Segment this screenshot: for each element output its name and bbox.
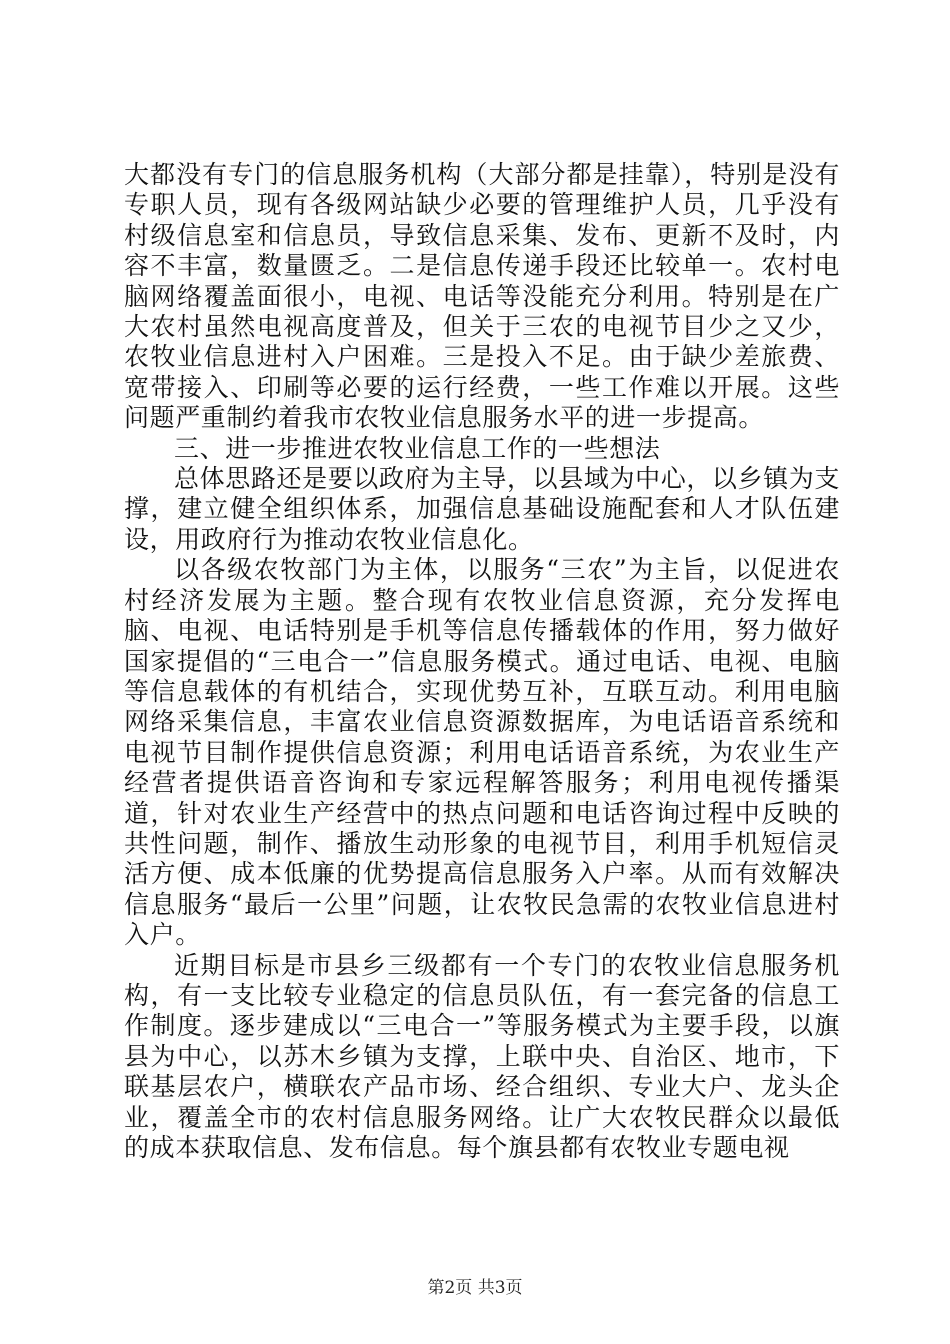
paragraph-continuation: 大都没有专门的信息服务机构（大部分都是挂靠），特别是没有专职人员，现有各级网站缺少必要的管理维护人员，几乎没有村级信息室和信息员，导致信息采集、发布、更新不及时，内容不丰富，数量匮乏。二是信息传递手段还比较单一。农村电脑网络覆盖面很小，电视、电话等没能充分利用。特别是在广大农村虽然电视高度普及，但关于三农的电视节目少之又少，农牧业信息进村入户困难。三是投入不足。由于缺少差旅费、宽带接入、印刷等必要的运行经费，一些工作难以开展。这些问题严重制约着我市农牧业信息服务水平的进一步提高。: [124, 160, 840, 433]
paragraph-near-term-goals: 近期目标是市县乡三级都有一个专门的农牧业信息服务机构，有一支比较专业稳定的信息员队伍，有一套完备的信息工作制度。逐步建成以“三电合一”等服务模式为主要手段，以旗县为中心，以苏木乡镇为支撑，上联中央、自治区、地市，下联基层农户，横联农产品市场、经合组织、专业大户、龙头企业，覆盖全市的农村信息服务网络。让广大农牧民群众以最低的成本获取信息、发布信息。每个旗县都有农牧业专题电视: [124, 950, 840, 1162]
document-body: [124, 160, 840, 1163]
paragraph-overall-approach: 总体思路还是要以政府为主导，以县域为中心，以乡镇为支撑，建立健全组织体系，加强信息基础设施配套和人才队伍建设，用政府行为推动农牧业信息化。: [124, 464, 840, 554]
section-heading: 三、进一步推进农牧业信息工作的一些想法: [174, 433, 661, 463]
paragraph-service-model: 以各级农牧部门为主体，以服务“三农”为主旨，以促进农村经济发展为主题。整合现有农牧业信息资源，充分发挥电脑、电视、电话特别是手机等信息传播载体的作用，努力做好国家提倡的“三电合一”信息服务模式。通过电话、电视、电脑等信息载体的有机结合，实现优势互补，互联互动。利用电脑网络采集信息，丰富农业信息资源数据库，为电话语音系统和电视节目制作提供信息资源；利用电话语音系统，为农业生产经营者提供语音咨询和专家远程解答服务；利用电视传播渠道，针对农业生产经营中的热点问题和电话咨询过程中反映的共性问题，制作、播放生动形象的电视节目，利用手机短信灵活方便、成本低廉的优势提高信息服务入户率。从而有效解决信息服务“最后一公里”问题，让农牧民急需的农牧业信息进村入户。: [124, 555, 840, 950]
page-number-footer: 第2页 共3页: [427, 1278, 523, 1298]
